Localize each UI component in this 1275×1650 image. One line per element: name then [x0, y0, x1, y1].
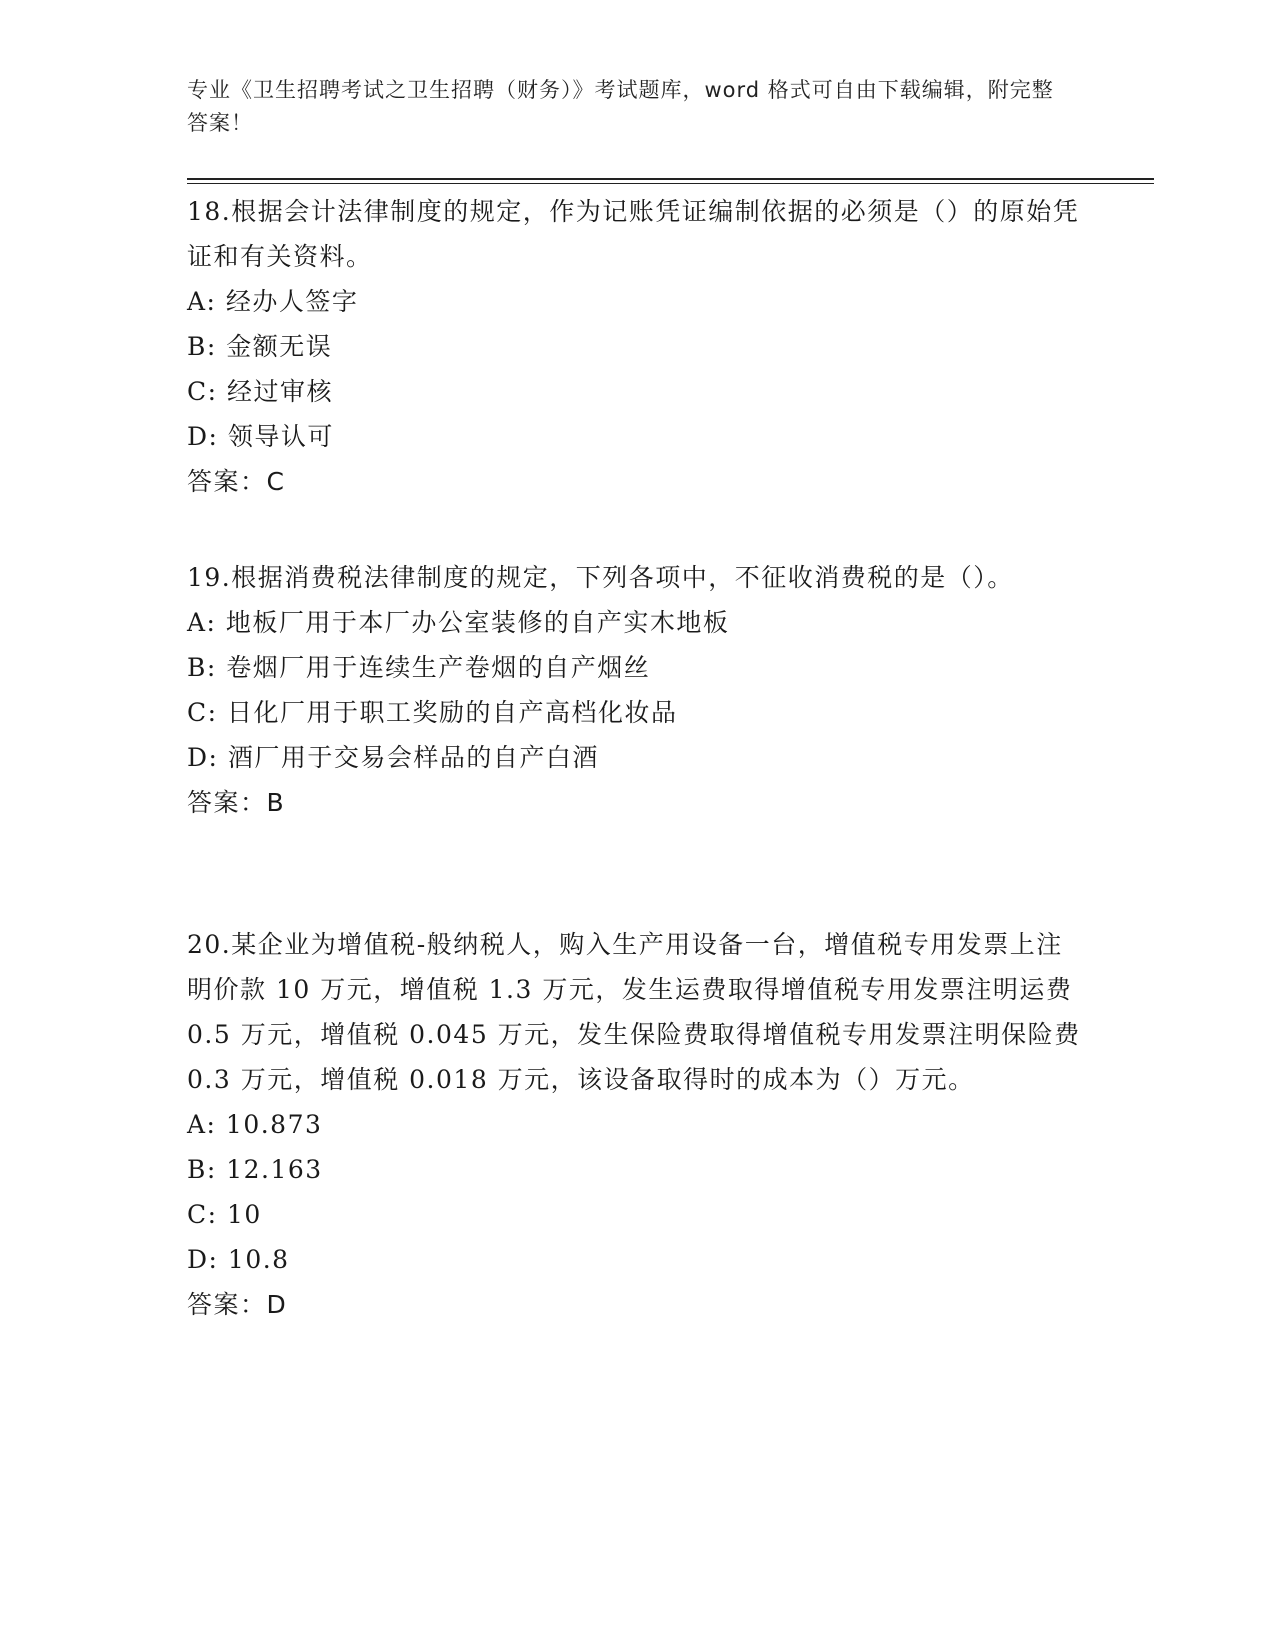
- answer: 答案：D: [187, 1290, 288, 1319]
- option-c: C: 日化厂用于职工奖励的自产高档化妆品: [187, 698, 678, 727]
- option-a: A: 经办人签字: [187, 287, 359, 316]
- question-stem: 18.根据会计法律制度的规定，作为记账凭证编制依据的必须是（）的原始凭证和有关资料。: [187, 197, 1080, 271]
- option-d: D: 酒厂用于交易会样品的自产白酒: [187, 743, 599, 772]
- option-b: B: 卷烟厂用于连续生产卷烟的自产烟丝: [187, 653, 651, 682]
- option-a: A: 10.873: [187, 1110, 323, 1139]
- question-19: [187, 555, 1087, 825]
- option-c: C: 10: [187, 1200, 262, 1229]
- option-b: B: 12.163: [187, 1155, 323, 1184]
- option-a: A: 地板厂用于本厂办公室装修的自产实木地板: [187, 608, 730, 637]
- document-header: 专业《卫生招聘考试之卫生招聘（财务）》考试题库，word 格式可自由下载编辑，附完整答案！: [187, 78, 1054, 135]
- header-divider-thick: [187, 178, 1154, 180]
- question-20: [187, 922, 1087, 1327]
- question-18: [187, 189, 1087, 504]
- option-c: C: 经过审核: [187, 377, 333, 406]
- answer: 答案：C: [187, 467, 286, 496]
- answer: 答案：B: [187, 788, 286, 817]
- option-d: D: 10.8: [187, 1245, 290, 1274]
- option-b: B: 金额无误: [187, 332, 333, 361]
- header-divider-thin: [187, 183, 1154, 184]
- question-stem: 19.根据消费税法律制度的规定，下列各项中，不征收消费税的是（）。: [187, 563, 1014, 592]
- question-stem: 20.某企业为增值税-般纳税人，购入生产用设备一台，增值税专用发票上注明价款 10 万元，增值税 1.3 万元，发生运费取得增值税专用发票注明运费 0.5 万元，增值税 0.045 万元，发生保险费取得增值税专用发票注明保险费 0.3 万元，增值税 0.018 万元，该设备取得时的成本为（）万元。: [187, 930, 1081, 1094]
- option-d: D: 领导认可: [187, 422, 334, 451]
